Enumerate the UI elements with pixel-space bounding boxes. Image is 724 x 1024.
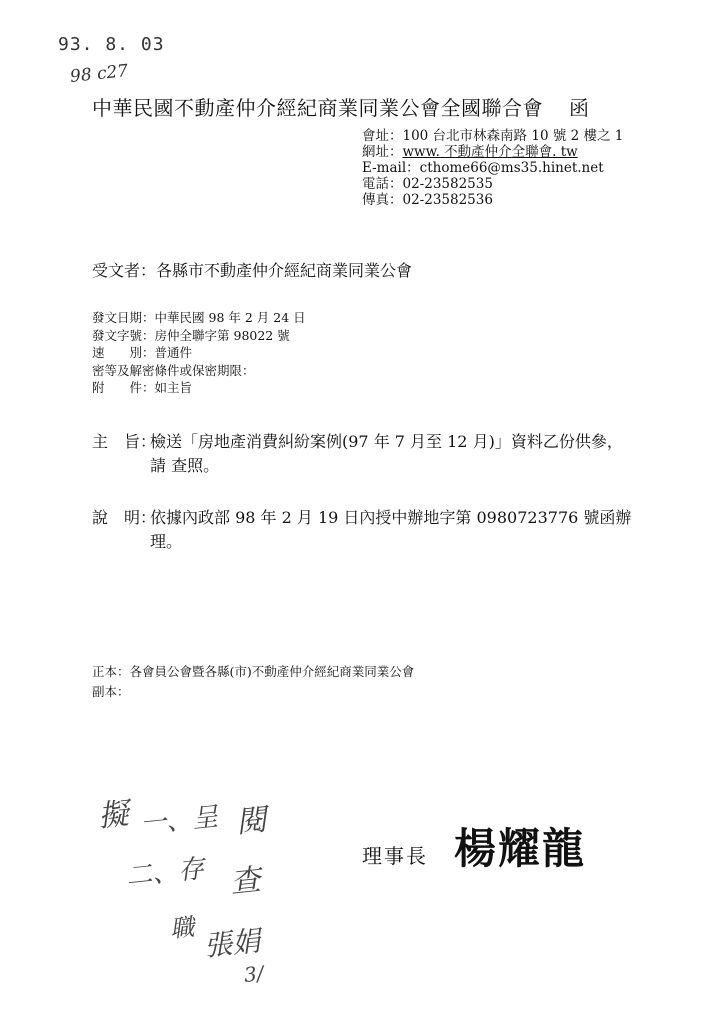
attachment-value: 如主旨 [154, 380, 193, 395]
distribution-block [92, 662, 414, 702]
website-line [362, 144, 623, 160]
subject-section [92, 430, 623, 478]
received-date-stamp: 93. 8. 03 [58, 34, 165, 55]
doc-number-label: 發文字號： [92, 327, 155, 343]
chairman-title: 理事長 [362, 844, 428, 868]
handwritten-note-6: 職 [168, 912, 196, 944]
phone: 電話：02-23582535 [362, 176, 493, 192]
fax: 傳真：02-23582536 [362, 192, 493, 208]
speed-label: 速 別： [92, 345, 155, 360]
explanation-section [92, 506, 631, 554]
explanation-label: 說 明： [92, 508, 157, 527]
handwritten-reference: 98 c27 [69, 61, 130, 87]
chairman-name: 楊耀龍 [454, 824, 587, 873]
attachment-row [92, 379, 306, 397]
handwritten-note-5: 查 [228, 862, 263, 901]
recipient: 受文者：各縣市不動產仲介經紀商業同業公會 [92, 261, 413, 280]
explanation-text-2: 理。 [150, 532, 183, 551]
main-recipients: 正本：各會員公會暨各縣(市)不動產仲介經紀商業同業公會 [92, 664, 415, 679]
handwritten-note-4: 二、存 [124, 853, 206, 892]
subject-text-1: 檢送「房地產消費糾紛案例(97 年 7 月至 12 月)」資料乙份供參， [150, 432, 623, 451]
doc-type: 函 [569, 96, 590, 120]
subject-line-1 [92, 430, 623, 454]
explanation-text-1: 依據內政部 98 年 2 月 19 日內授中辦地字第 0980723776 號函辦 [150, 508, 632, 527]
cc-recipients: 副本： [92, 684, 130, 699]
speed-row [92, 344, 306, 362]
document-title [92, 92, 590, 121]
contact-block [362, 128, 623, 208]
doc-number-row [92, 327, 306, 345]
explanation-line-1 [92, 506, 631, 530]
handwritten-note-1: 擬 [96, 796, 131, 835]
explanation-line-2 [92, 530, 631, 554]
speed-value: 普通件 [154, 345, 193, 360]
issue-date-value: 中華民國 98 年 2 月 24 日 [154, 310, 306, 325]
attachment-label: 附 件： [92, 380, 155, 395]
issue-date-label: 發文日期： [92, 310, 155, 325]
email[interactable]: E-mail：cthome66@ms35.hinet.net [362, 160, 604, 176]
subject-text-2: 請 查照。 [150, 456, 220, 475]
subject-label: 主 旨： [92, 432, 157, 451]
handwritten-note-3: 閱 [234, 802, 269, 841]
secrecy-row [92, 362, 306, 380]
document-meta [92, 309, 306, 397]
website-label: 網址： [362, 144, 403, 160]
handwritten-note-7: 張娟 [202, 924, 262, 963]
subject-line-2 [92, 454, 623, 478]
issue-date-row [92, 309, 306, 327]
doc-number-value: 房仲全聯字第 98022 號 [154, 327, 290, 343]
address: 會址：100 台北市林森南路 10 號 2 樓之 1 [362, 128, 624, 144]
org-name: 中華民國不動產仲介經紀商業同業公會全國聯合會 [92, 96, 543, 120]
website-link[interactable]: www. 不動產仲介全聯會. tw [402, 144, 578, 160]
handwritten-note-8: 3/ [242, 961, 265, 987]
handwritten-note-2: 一、呈 [138, 801, 220, 840]
secrecy-label: 密等及解密條件或保密期限： [92, 362, 255, 378]
